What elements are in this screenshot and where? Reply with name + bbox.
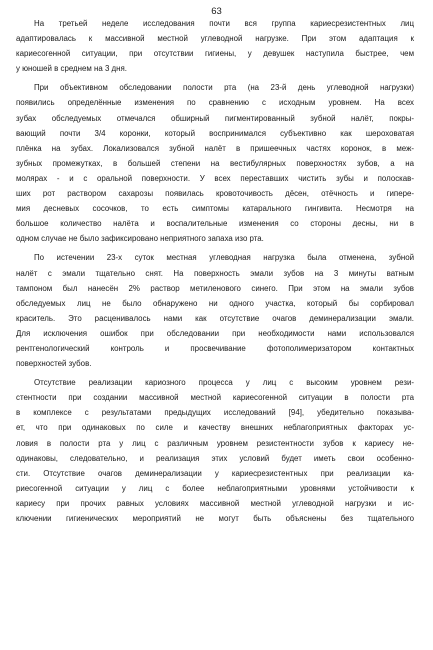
text-line: ключении гигиенических мероприятий не могут быть объяснены без тщательного xyxy=(16,514,414,523)
text-line: ловия в полости рта у лиц с различным уровнем резистентности зубов к кариесу не- xyxy=(16,438,414,448)
text-line: рентгенологический контроль и просвечивание фотополимеризатором контактных xyxy=(16,343,414,353)
text-line: стентности при создании массивной местной кариесогенной ситуации в полости рта xyxy=(16,393,414,403)
text-line: сти. Отсутствие очагов деминерализации у кариесрезистентных при реализации ка- xyxy=(16,468,414,478)
text-line: Отсутствие реализации кариозного процесса у лиц с высоким уровнем рези- xyxy=(34,378,414,388)
text-line: По истечении 23-х суток местная углеводная нагрузка была отменена, зубной xyxy=(34,253,414,263)
text-line: зубах обследуемых отмечался обширный пигментированный зубной налёт, покры- xyxy=(16,113,414,123)
page-number: 63 xyxy=(211,6,222,17)
paragraph xyxy=(16,375,414,526)
paragraph xyxy=(16,80,414,246)
text-line: краситель. Это расценивалось нами как отсутствие очагов деминерализации эмали. xyxy=(16,313,414,323)
text-line: мия десневых сосочков, то есть симптомы катарального гингивита. Несмотря на xyxy=(16,204,414,214)
text-line: тампоном был нанесён 2% раствор метиленового синего. При этом на эмали зубов xyxy=(16,283,414,293)
text-line: кариесу при прочих равных условиях массивной местной углеводной нагрузки и ис- xyxy=(16,498,414,508)
text-line: плёнка на зубах. Локализовался зубной налёт в пришеечных частях коронок, в меж- xyxy=(16,143,414,153)
text-line: большое количество налёта и воспалительные изменения со стороны десны, ни в xyxy=(16,219,414,229)
paragraph xyxy=(16,16,414,76)
text-line: зубных промежутках, в большей степени на вестибулярных поверхностях зубов, а на xyxy=(16,158,414,168)
text-line: одном случае не было зафиксировано неприятного запаха изо рта. xyxy=(16,234,264,244)
text-line: одинаковы, следовательно, и реализация этих условий будет иметь свои особенно- xyxy=(16,453,414,463)
text-line: При объективном обследовании полости рта (на 23-й день углеводной нагрузки) xyxy=(34,83,414,93)
text-line: у юношей в среднем на 3 дня. xyxy=(16,64,127,74)
text-line: адаптировалась к массивной местной углеводной нагрузке. При этом адаптация к xyxy=(16,34,414,44)
text-line: поверхностей зубов. xyxy=(16,359,92,369)
text-line: На третьей неделе исследования почти вся группа кариесрезистентных лиц xyxy=(34,19,414,28)
text-line: риесогенной ситуации у лиц с более неблагоприятными уровнями устойчивости к xyxy=(16,483,414,493)
text-line: появились определённые изменения по сравнению с исходным уровнем. На всех xyxy=(16,98,414,108)
body-text xyxy=(16,16,414,526)
text-line: молярах - и с оральной поверхности. У всех переставших чистить зубы и полоскав- xyxy=(16,173,414,183)
text-line: обследуемых лиц не было обнаружено ни одного участка, который бы сорбировал xyxy=(16,298,414,308)
text-line: ших рот раствором сахарозы появилась кровоточивость дёсен, отёчность и гипере- xyxy=(16,189,414,199)
text-line: ет, что при одинаковых по силе и качеству внешних неблагоприятных факторах ус- xyxy=(16,423,414,433)
text-line: вающий почти 3/4 коронки, который воспринимался субъективно как шероховатая xyxy=(16,128,414,138)
text-line: налёт с эмали тщательно снят. На поверхность эмали зубов на 3 минуты ватным xyxy=(16,268,414,278)
text-line: кариесогенной ситуации, при отсутствии гигиены, у девушек наступила быстрее, чем xyxy=(16,49,414,59)
text-line: Для исключения ошибок при обследовании при необходимости нами использовался xyxy=(16,328,414,338)
paragraph xyxy=(16,250,414,371)
text-line: в комплексе с результатами предыдущих исследований [94], убедительно показыва- xyxy=(16,408,414,418)
